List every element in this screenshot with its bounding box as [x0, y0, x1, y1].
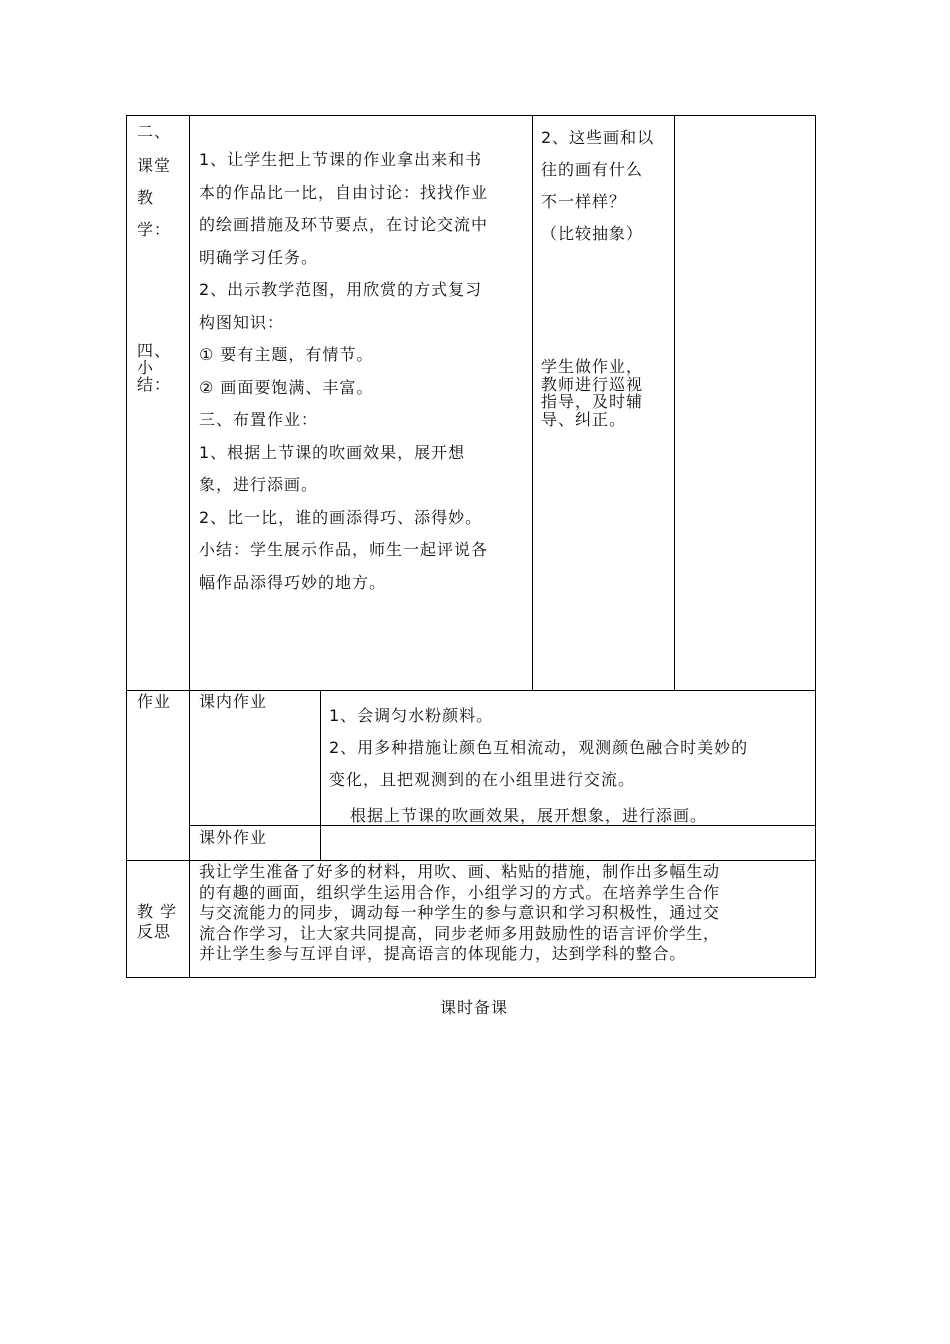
col-divider-questions: [674, 115, 675, 691]
note-line: 教师进行巡视: [541, 374, 644, 394]
label-classroom-4: 学：: [137, 220, 172, 239]
reflection-text: [199, 862, 720, 965]
discussion-questions: [541, 122, 654, 250]
teacher-note: [541, 358, 643, 428]
homework-item: 2、用多种措施让颜色互相流动，观测颜色融合时美妙的: [329, 738, 749, 757]
note-line: 学生做作业，: [541, 357, 644, 376]
out-class-homework-item: 根据上节课的吹画效果，展开想象，进行添画。: [350, 806, 708, 825]
reflection-line: 流合作学习，让大家共同提高，同步老师多用鼓励性的语言评价学生，: [199, 923, 720, 943]
step-line: 2、出示教学范图，用欣赏的方式复习: [199, 280, 483, 299]
table-bottom-border: [126, 977, 815, 978]
question-line: （比较抽象）: [541, 224, 644, 243]
table-left-border: [126, 115, 127, 978]
label-classroom-3: 教: [137, 188, 155, 207]
reflection-line: 我让学生准备了好多的材料，用吹、画、粘贴的措施，制作出多幅生动: [199, 862, 720, 881]
question-line: 往的画有什么: [541, 160, 644, 179]
label-summary: [137, 342, 171, 393]
label-classroom-2: 课堂: [137, 156, 172, 175]
question-line: 不一样样？: [541, 192, 627, 211]
row-divider-reflection: [126, 860, 815, 861]
label-summary-2: 小: [137, 358, 155, 377]
step-line: 构图知识：: [199, 312, 285, 332]
step-line: ② 画面要饱满、丰富。: [199, 377, 374, 397]
step-line: 本的作品比一比，自由讨论：找找作业: [199, 182, 489, 202]
reflection-line: 的有趣的画面，组织学生运用合作，小组学习的方式。在培养学生合作: [199, 882, 720, 902]
col-divider-label: [189, 115, 190, 978]
note-line: 导、纠正。: [541, 409, 627, 429]
step-line: 小结：学生展示作品，师生一起评说各: [199, 540, 489, 559]
col-divider-steps: [532, 115, 533, 691]
col-divider-homework: [320, 690, 321, 861]
step-line: 明确学习任务。: [199, 247, 319, 267]
label-homework: 作业: [137, 692, 172, 711]
step-line: 1、根据上节课的吹画效果，展开想: [199, 442, 466, 462]
step-line: 2、比一比，谁的画添得巧、添得妙。: [199, 507, 483, 527]
label-summary-3: 结：: [137, 375, 172, 394]
step-line: 1、让学生把上节课的作业拿出来和书: [199, 150, 483, 169]
step-line: 的绘画措施及环节要点，在讨论交流中: [199, 215, 489, 234]
teaching-steps: [199, 144, 488, 599]
label-summary-1: 四、: [137, 341, 172, 360]
table-top-border: [126, 115, 815, 116]
reflection-line: 并让学生参与互评自评，提高语言的体现能力，达到学科的整合。: [199, 944, 687, 963]
footer-title: 课时备课: [440, 998, 509, 1017]
label-classroom-1: 二、: [137, 122, 172, 141]
step-line: 幅作品添得巧妙的地方。: [199, 572, 387, 592]
label-reflection: [137, 902, 177, 942]
label-in-class-homework: 课内作业: [199, 692, 268, 711]
note-line: 指导，及时辅: [541, 392, 644, 411]
label-reflection-1: 教 学: [137, 902, 178, 921]
label-out-class-homework: 课外作业: [199, 828, 268, 847]
step-line: ① 要有主题，有情节。: [199, 345, 374, 364]
reflection-line: 与交流能力的同步，调动每一种学生的参与意识和学习积极性，通过交: [199, 903, 720, 922]
step-line: 三、布置作业：: [199, 410, 319, 429]
step-line: 象，进行添画。: [199, 475, 319, 494]
homework-item: 1、会调匀水粉颜料。: [329, 706, 494, 725]
label-reflection-2: 反思: [137, 922, 172, 941]
in-class-homework-items: [329, 700, 748, 796]
question-line: 2、这些画和以: [541, 128, 655, 147]
homework-item: 变化，且把观测到的在小组里进行交流。: [329, 770, 636, 789]
table-right-border: [815, 115, 816, 978]
